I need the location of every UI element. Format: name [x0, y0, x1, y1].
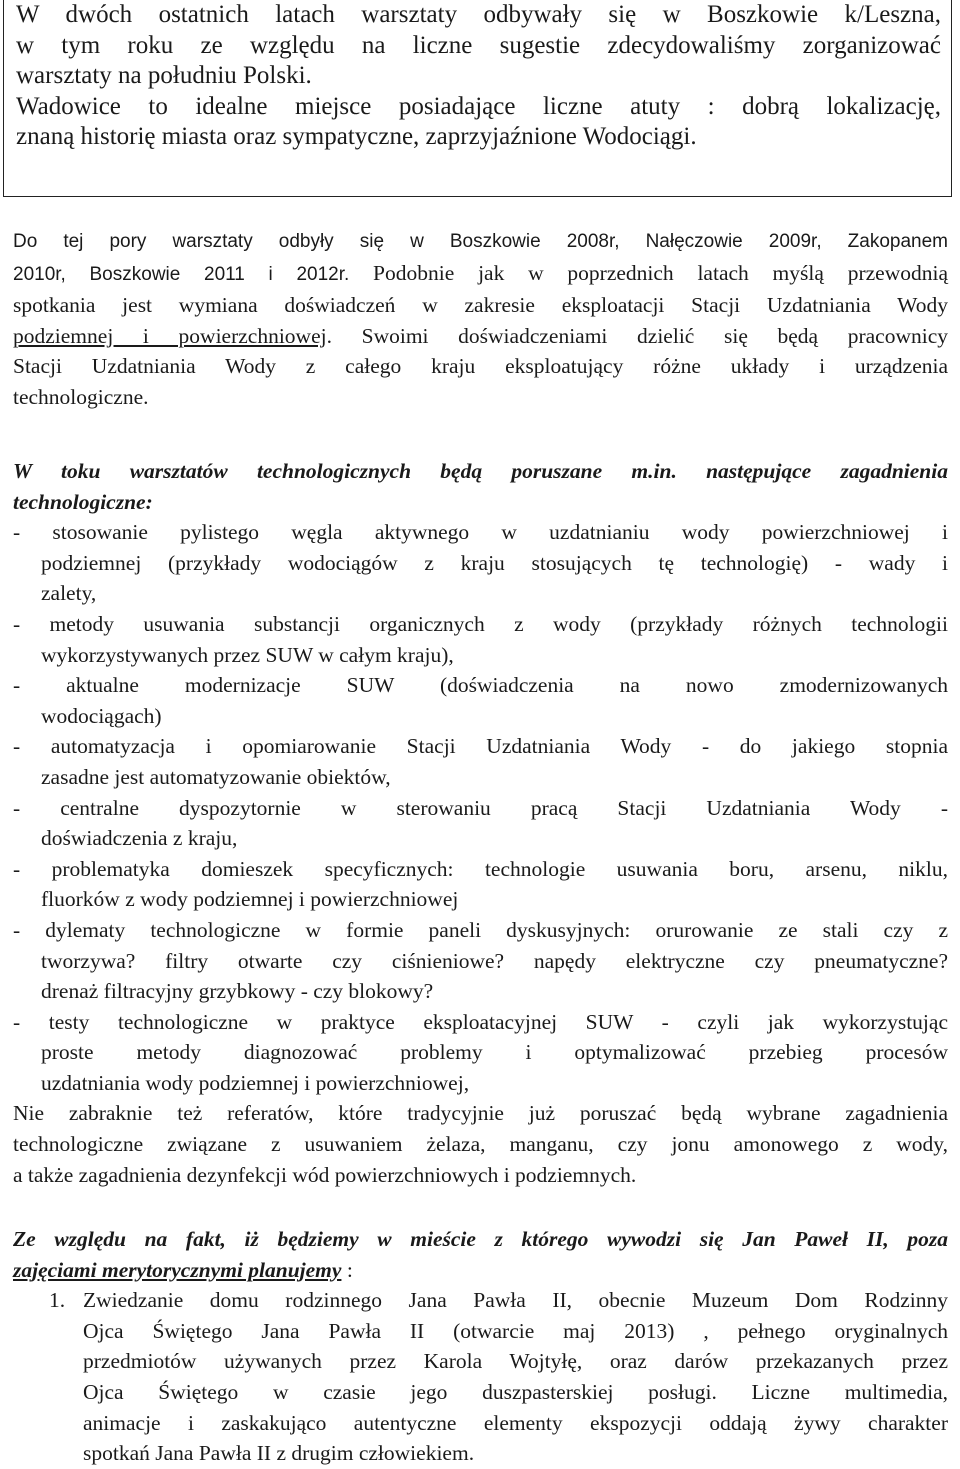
- topic-line: - metody usuwania substancji organicznych z wody (przykłady różnych technologii: [13, 611, 948, 636]
- program-item: [13, 1285, 948, 1469]
- topic-line: zalety,: [41, 581, 97, 606]
- boxed-intro-paragraph: [3, 0, 952, 197]
- topic-line: - aktualne modernizacje SUW (doświadczenia na nowo zmodernizowanych: [13, 673, 948, 698]
- box-line: Wadowice to idealne miejsce posiadające liczne atuty : dobrą lokalizację,: [16, 92, 941, 120]
- item-number: 1.: [49, 1288, 66, 1313]
- program-item-line: Ojca Świętego Jana Pawła II (otwarcie maj 2013) , pełnego oryginalnych: [83, 1318, 948, 1343]
- box-line: warsztaty na południu Polski.: [16, 62, 312, 89]
- topic-line: proste metody diagnozować problemy i optymalizować przebieg procesów: [41, 1040, 948, 1065]
- topic-item: [13, 1007, 948, 1099]
- topic-line: tworzywa? filtry otwarte czy ciśnieniowe? napędy elektryczne czy pneumatyczne?: [41, 948, 948, 973]
- topic-line: - dylematy technologiczne w formie paneli dyskusyjnych: orurowanie ze stali czy z: [13, 917, 948, 942]
- paragraph-line: a także zagadnienia dezynfekcji wód powierzchniowych i podziemnych.: [13, 1162, 637, 1187]
- topic-line: fluorków z wody podziemnej i powierzchniowej: [41, 887, 459, 912]
- item-text: Zwiedzanie domu rodzinnego Jana Pawła II, obecnie Muzeum Dom Rodzinny: [83, 1288, 948, 1313]
- years-text: 2010r, Boszkowie 2011 i 2012r.: [13, 263, 350, 285]
- program-heading-colon: :: [341, 1257, 353, 1282]
- topic-line: zasadne jest automatyzowanie obiektów,: [41, 764, 391, 789]
- program-item-line: spotkań Jana Pawła II z drugim człowiekiem.: [83, 1441, 475, 1466]
- closing-paragraph: [13, 1098, 948, 1190]
- topic-line: doświadczenia z kraju,: [41, 826, 238, 851]
- topic-item: [13, 915, 948, 1007]
- program-heading-text: zajęciami merytorycznymi planujemy: [13, 1257, 342, 1282]
- topic-item: [13, 670, 948, 731]
- topic-line: - automatyzacja i opomiarowanie Stacji Uzdatniania Wody - do jakiego stopnia: [13, 734, 948, 759]
- paragraph-line: technologiczne.: [13, 384, 149, 409]
- topic-item: [13, 793, 948, 854]
- topics-heading: W toku warsztatów technologicznych będą poruszane m.in. następujące zagadnienia: [13, 459, 948, 483]
- paragraph-line: Do tej pory warsztaty odbyły się w Boszkowie 2008r, Nałęczowie 2009r, Zakopanem: [13, 231, 948, 252]
- topic-item: [13, 731, 948, 792]
- topic-line: - centralne dyspozytornie w sterowaniu pracą Stacji Uzdatniania Wody -: [13, 795, 948, 820]
- topic-item: [13, 517, 948, 609]
- paragraph-line: [13, 321, 948, 352]
- topic-line: - problematyka domieszek specyficznych: technologie usuwania boru, arsenu, niklu,: [13, 856, 948, 881]
- program-item-line: Ojca Świętego w czasie jego duszpasterskiej posługi. Liczne multimedia,: [83, 1379, 948, 1404]
- box-line: w tym roku ze względu na liczne sugestie zdecydowaliśmy zorganizować: [16, 31, 941, 59]
- topic-line: uzdatniania wody podziemnej i powierzchniowej,: [41, 1070, 470, 1095]
- program-section: [13, 1224, 948, 1469]
- program-item-line: [13, 1285, 948, 1316]
- theme-text: Podobnie jak w poprzednich latach myślą przewodnią: [349, 260, 948, 285]
- topics-section: [13, 456, 948, 1190]
- topics-heading: technologiczne:: [13, 489, 153, 514]
- topic-line: drenaż filtracyjny grzybkowy - czy blokowy?: [41, 979, 434, 1004]
- topic-item: [13, 609, 948, 670]
- topic-line: - testy technologiczne w praktyce eksploatacyjnej SUW - czyli jak wykorzystując: [13, 1009, 948, 1034]
- box-line: znaną historię miasta oraz sympatyczne, zaprzyjaźnione Wodociągi.: [16, 123, 697, 150]
- paragraph-line: technologiczne związane z usuwaniem żelaza, manganu, czy jonu amonowego z wody,: [13, 1132, 948, 1157]
- program-heading: Ze względu na fakt, iż będziemy w mieście z którego wywodzi się Jan Paweł II, poza: [13, 1227, 948, 1251]
- paragraph-line: [13, 258, 948, 291]
- box-line: W dwóch ostatnich latach warsztaty odbywały się w Boszkowie k/Leszna,: [16, 1, 941, 28]
- topic-line: - stosowanie pylistego węgla aktywnego w uzdatnianiu wody powierzchniowej i: [13, 520, 948, 545]
- paragraph-line: Stacji Uzdatniania Wody z całego kraju eksploatujący różne układy i urządzenia: [13, 354, 948, 379]
- topic-line: wodociągach): [41, 703, 162, 728]
- paragraph-line: spotkania jest wymiana doświadczeń w zakresie eksploatacji Stacji Uzdatniania Wody: [13, 293, 948, 318]
- paragraph-line: Nie zabraknie też referatów, które tradycyjnie już poruszać będą wybrane zagadnienia: [13, 1101, 948, 1126]
- program-heading: [13, 1255, 948, 1286]
- program-item-line: animacje i zaskakująco autentyczne elementy ekspozycji oddają żywy charakter: [83, 1410, 948, 1435]
- topic-line: wykorzystywanych przez SUW w całym kraju),: [41, 642, 454, 667]
- history-paragraph: [13, 227, 948, 413]
- underlined-phrase: podziemnej i powierzchniowej: [13, 323, 327, 348]
- topic-line: podziemnej (przykłady wodociągów z kraju stosujących tę technologię) - wady i: [41, 550, 948, 575]
- paragraph-text: . Swoimi doświadczeniami dzielić się będą pracownicy: [326, 323, 949, 348]
- program-item-line: przedmiotów używanych przez Karola Wojtyłę, oraz darów przekazanych przez: [83, 1349, 948, 1374]
- topic-item: [13, 854, 948, 915]
